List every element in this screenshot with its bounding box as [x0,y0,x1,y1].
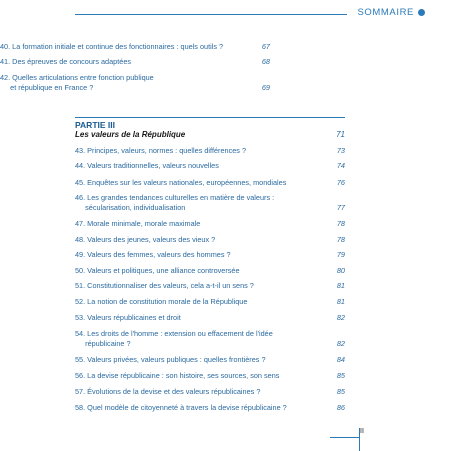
toc-entry-text: 56. La devise républicaine : son histoire, ses sources, son sens [75,371,280,380]
part-page: 71 [336,130,345,139]
toc-entry-text: 51. Constitutionnaliser des valeurs, cela a-t-il un sens ? [75,281,254,290]
toc-entry-text: 43. Principes, valeurs, normes : quelles différences ? [75,146,247,155]
part-title-row[interactable] [75,130,345,139]
toc-entry-page: 67 [261,42,270,51]
toc-entry[interactable] [75,371,345,381]
part-title: Les valeurs de la République [75,130,186,139]
toc-entry-text: 58. Quel modèle de citoyenneté à travers la devise républicaine ? [75,403,287,412]
toc-entry-text: 47. Morale minimale, morale maximale [75,219,201,228]
part-rule [75,117,345,118]
toc-entry-page: 68 [261,57,270,66]
toc-entry[interactable] [75,281,345,291]
toc-entry[interactable] [75,355,345,365]
toc-entry-page: 79 [336,250,345,259]
toc-entry[interactable] [0,57,270,67]
toc-entry-text: 40. La formation initiale et continue des fonctionnaires : quels outils ? [0,42,224,51]
toc-entry-page: 78 [336,235,345,244]
toc-entry-text: 44. Valeurs traditionnelles, valeurs nouvelles [75,161,219,170]
toc-entry[interactable] [75,219,345,229]
toc-entry-text: 48. Valeurs des jeunes, valeurs des vieux ? [75,235,216,244]
toc-entry-page: 84 [336,355,345,364]
toc-entry[interactable] [75,313,345,323]
footer-page-number: II [360,428,364,435]
toc-entry-page: 73 [336,146,345,155]
toc-entry-page: 82 [336,313,345,322]
toc-entry-text: 49. Valeurs des femmes, valeurs des hommes ? [75,250,231,259]
toc-entry-page: 77 [336,202,345,212]
header-dot-icon [418,9,425,16]
toc-entry-text: 55. Valeurs privées, valeurs publiques : quelles frontières ? [75,355,266,364]
toc-entry-page: 81 [336,297,345,306]
part-label: PARTIE III [75,120,115,130]
toc-entry-page: 78 [336,219,345,228]
toc-entry[interactable] [75,178,345,188]
toc-entry[interactable] [75,235,345,245]
toc-entry-text: 42. Quelles articulations entre fonction publique et république en France ? [0,73,154,92]
header [357,7,425,18]
toc-entry[interactable] [75,403,345,413]
toc-entry[interactable] [75,266,345,276]
toc-entry[interactable] [75,193,345,212]
toc-entry-text: 45. Enquêtes sur les valeurs nationales, européennes, mondiales [75,178,287,187]
toc-entry-text: 54. Les droits de l'homme : extension ou effacement de l'idée républicaine ? [75,329,273,348]
toc-entry-page: 76 [336,178,345,187]
toc-entry-text: 53. Valeurs républicaines et droit [75,313,181,322]
toc-entry[interactable] [0,42,270,52]
toc-entry-text: 50. Valeurs et politiques, une alliance controversée [75,266,240,275]
toc-entry-text: 46. Les grandes tendances culturelles en matière de valeurs : sécularisation, individualisation [75,193,275,212]
toc-entry-page: 81 [336,281,345,290]
toc-entry[interactable] [75,161,345,171]
toc-entry-page: 85 [336,387,345,396]
toc-entry-page: 69 [261,82,270,92]
toc-entry-page: 82 [336,338,345,348]
toc-entry-page: 74 [336,161,345,170]
toc-entry[interactable] [75,387,345,397]
toc-entry[interactable] [0,73,270,92]
header-title: SOMMAIRE [357,7,414,18]
toc-entry[interactable] [75,250,345,260]
toc-entry-text: 52. La notion de constitution morale de la République [75,297,248,306]
toc-entry-page: 85 [336,371,345,380]
toc-entry-page: 80 [336,266,345,275]
toc-entry-text: 57. Évolutions de la devise et des valeurs républicaines ? [75,387,261,396]
toc-entry[interactable] [75,146,345,156]
header-rule [75,14,347,15]
toc-entry-text: 41. Des épreuves de concours adaptées [0,57,132,66]
footer-rule [330,437,360,438]
toc-entry[interactable] [75,329,345,348]
toc-entry-page: 86 [336,403,345,412]
toc-entry[interactable] [75,297,345,307]
